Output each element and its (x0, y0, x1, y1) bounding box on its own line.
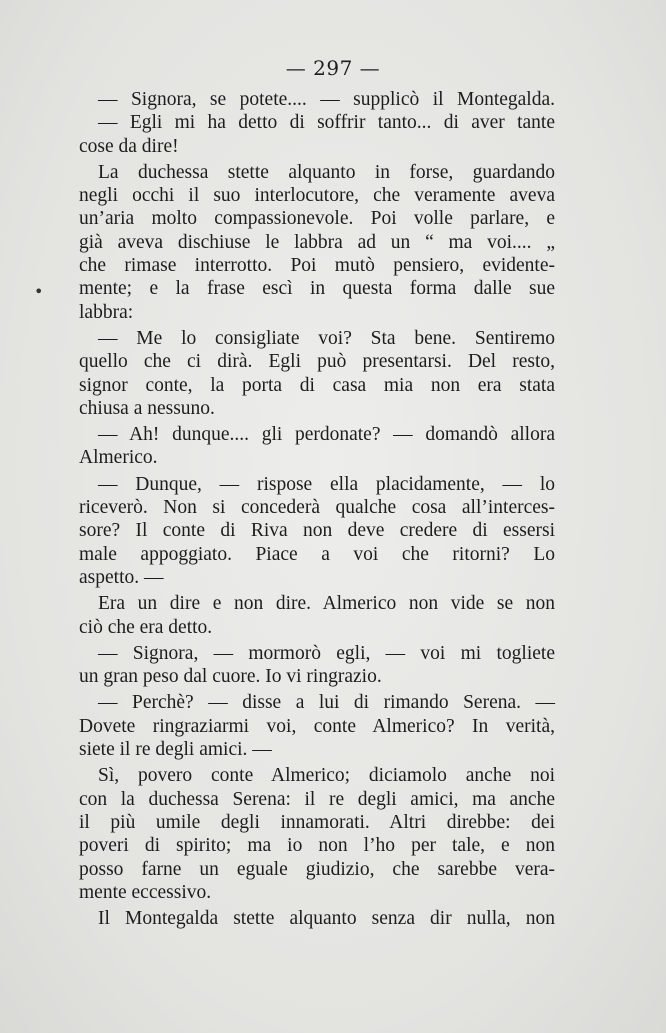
text-line: signor conte, la porta di casa mia non era stata (79, 374, 555, 396)
text-line: Sì, povero conte Almerico; diciamolo anche noi (98, 765, 555, 787)
page-number: — 297 — (285, 56, 381, 80)
text-line: — Egli mi ha detto di soffrir tanto... di aver tante (98, 112, 555, 134)
text-line: con la duchessa Serena: il re degli amici, ma anche (79, 788, 555, 810)
text-line: ciò che era detto. (79, 616, 213, 638)
text-line: Era un dire e non dire. Almerico non vide se non (98, 593, 555, 615)
text-line: — Signora, — mormorò egli, — voi mi togliete (98, 642, 555, 664)
body-text (79, 88, 555, 930)
text-line: La duchessa stette alquanto in forse, guardando (98, 161, 555, 183)
text-line: siete il re degli amici. — (79, 739, 272, 761)
text-line: riceverò. Non si concederà qualche cosa all’interces- (79, 497, 555, 519)
text-line: Dovete ringraziarmi voi, conte Almerico? In verità, (79, 715, 555, 737)
text-line: un gran peso dal cuore. Io vi ringrazio. (79, 666, 382, 688)
text-line: — Perchè? — disse a lui di rimando Serena. — (98, 692, 555, 714)
margin-dot: • (34, 282, 44, 301)
text-line: aspetto. — (79, 566, 164, 588)
text-line: labbra: (79, 301, 134, 323)
text-line: chiusa a nessuno. (79, 397, 215, 419)
text-line: un’aria molto compassionevole. Poi volle parlare, e (79, 208, 555, 230)
text-line: mente; e la frase escì in questa forma dalle sue (79, 278, 555, 300)
text-line: negli occhi il suo interlocutore, che veramente aveva (79, 185, 555, 207)
text-line: quello che ci dirà. Egli può presentarsi. Del resto, (79, 351, 555, 373)
text-line: il più umile degli innamorati. Altri direbbe: dei (79, 811, 555, 833)
text-line: — Me lo consigliate voi? Sta bene. Sentiremo (98, 327, 555, 349)
text-line: già aveva dischiuse le labbra ad un “ ma voi.... „ (79, 231, 555, 253)
text-line: — Ah! dunque.... gli perdonate? — domandò allora (98, 424, 555, 446)
text-line: poveri di spirito; ma io non l’ho per tale, e non (79, 835, 555, 857)
text-line: posso farne un eguale giudizio, che sarebbe vera- (79, 858, 555, 880)
text-line: — Dunque, — rispose ella placidamente, — lo (98, 473, 555, 495)
text-line: male appoggiato. Piace a voi che ritorni? Lo (79, 543, 555, 565)
text-line: che rimase interrotto. Poi mutò pensiero, evidente- (79, 255, 555, 277)
text-line: mente eccessivo. (79, 881, 212, 903)
text-line: — Signora, se potete.... — supplicò il Montegalda. (98, 89, 555, 110)
text-line: sore? Il conte di Riva non deve credere di essersi (79, 520, 555, 542)
text-line: cose da dire! (79, 135, 179, 157)
text-line: Almerico. (79, 447, 158, 469)
text-line: Il Montegalda stette alquanto senza dir nulla, non (98, 908, 555, 930)
